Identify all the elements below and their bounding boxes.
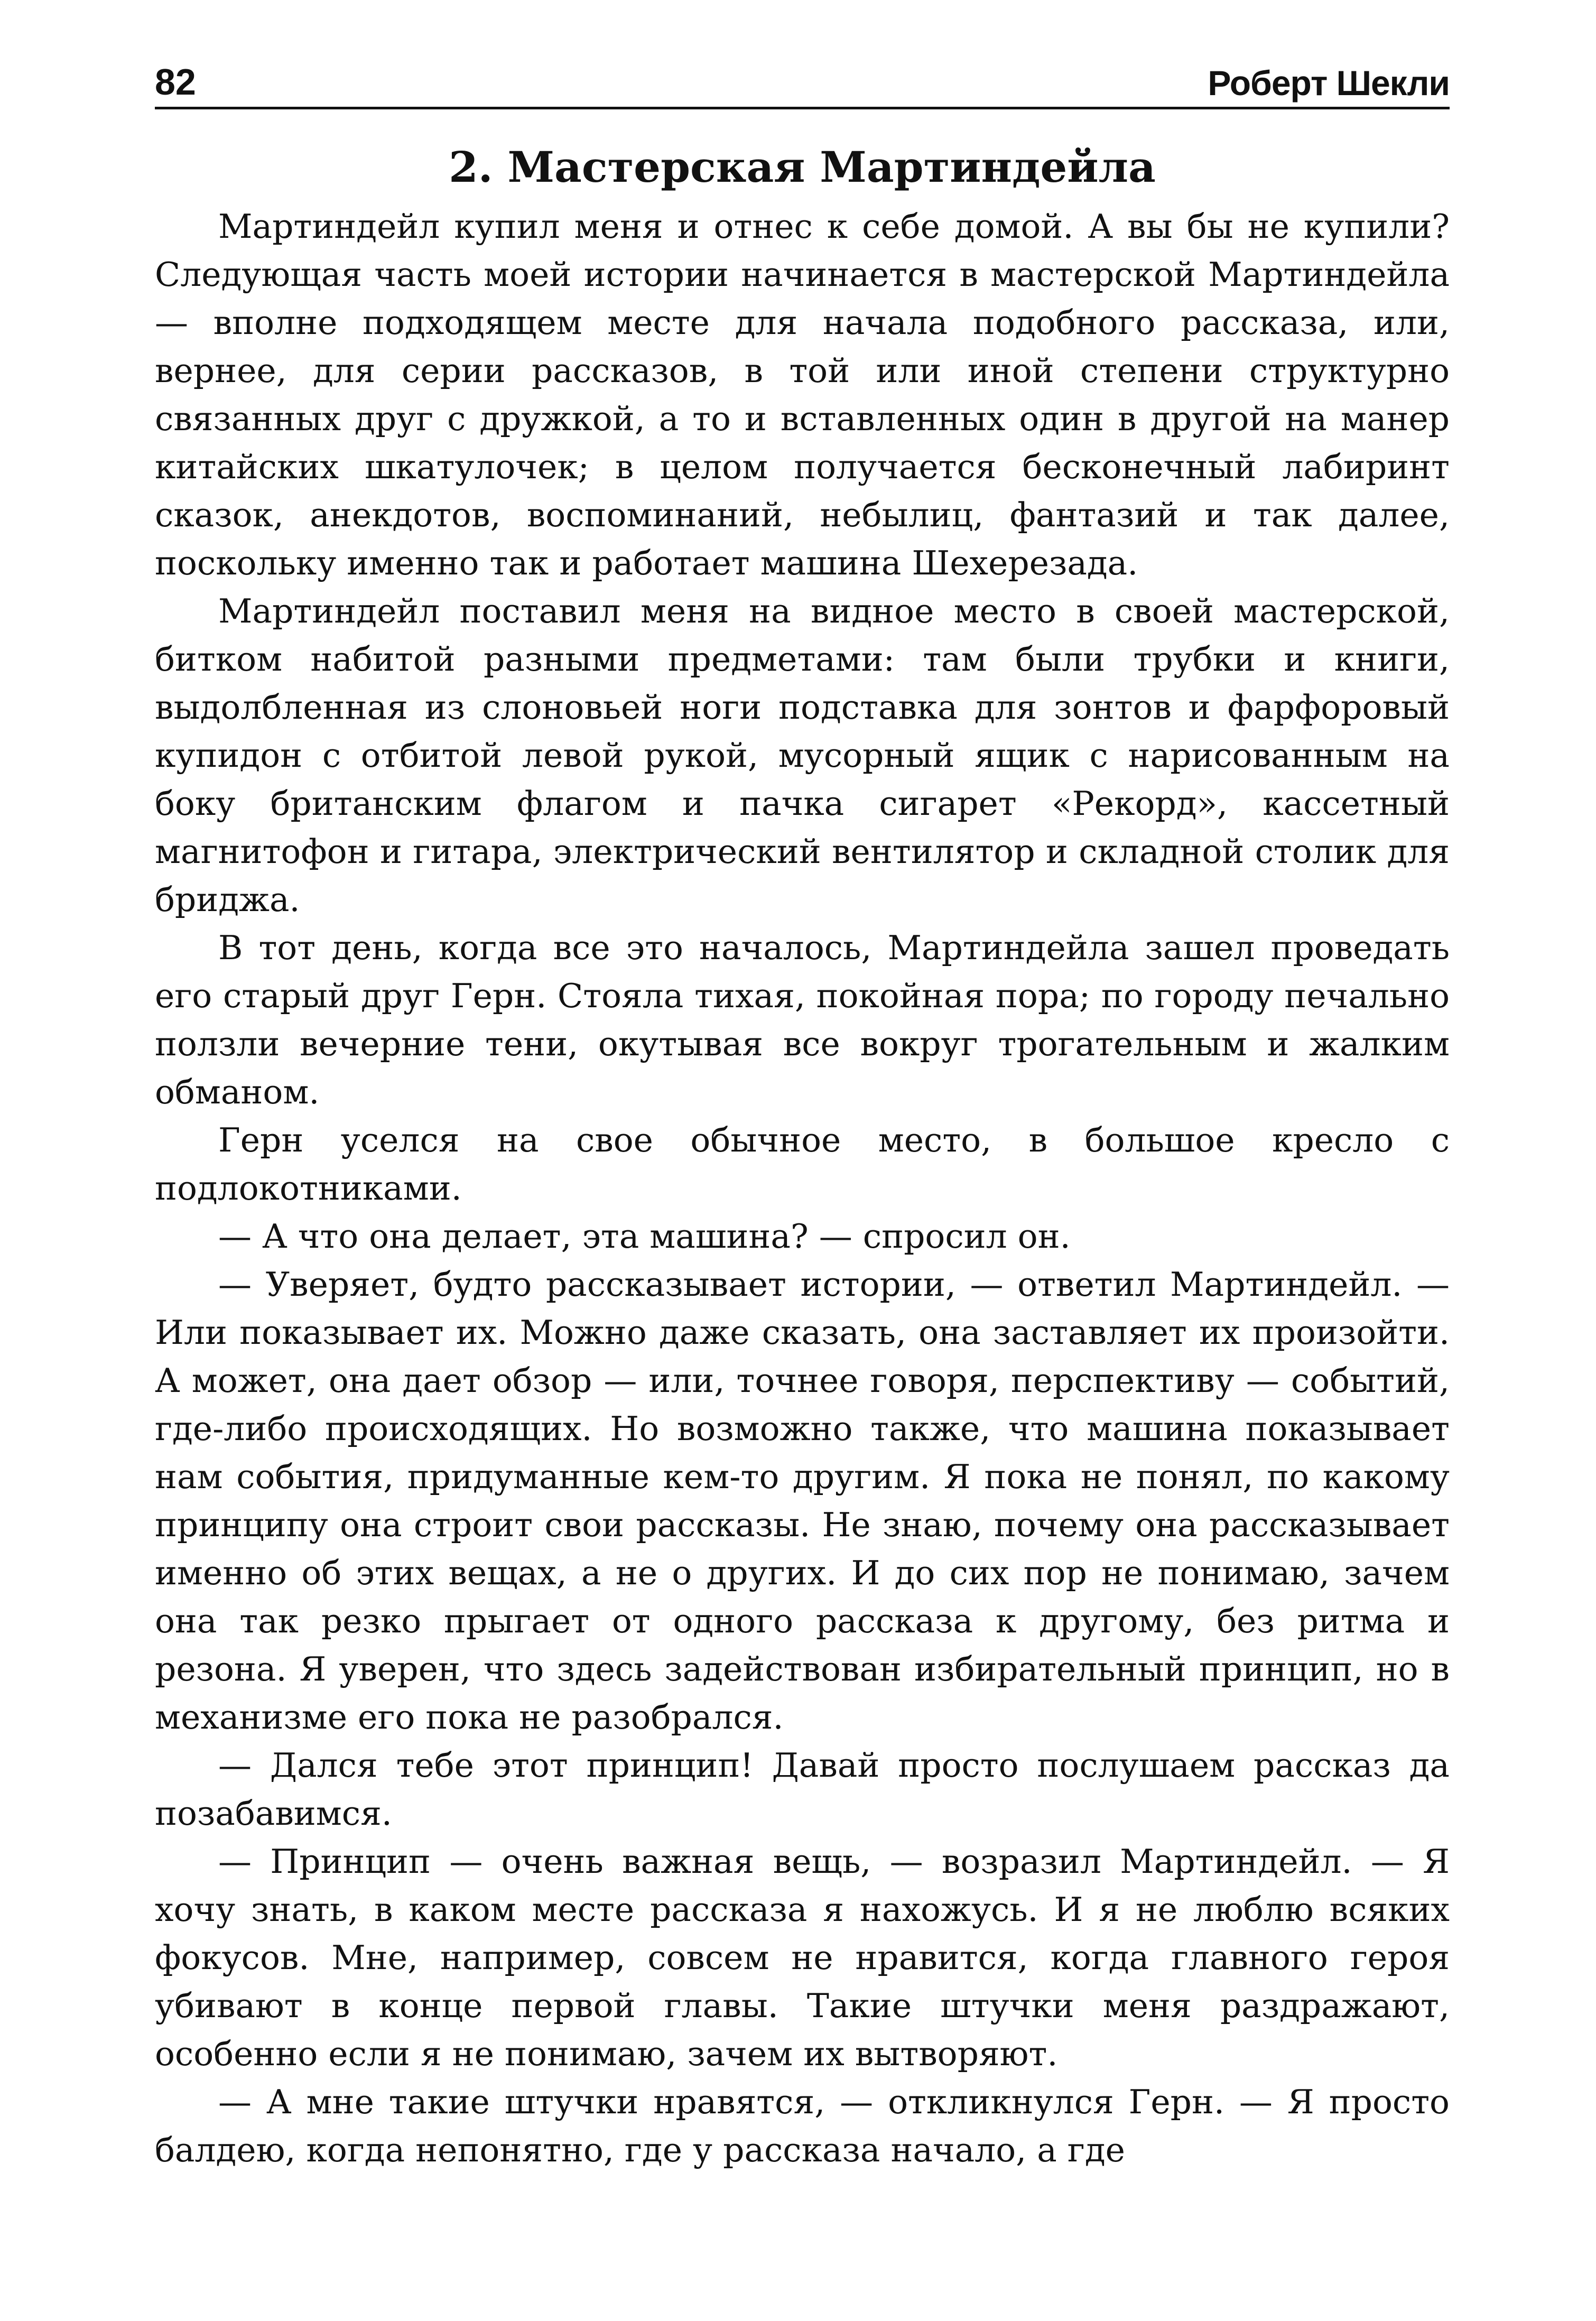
chapter-title: 2. Мастерская Мартиндейла [449,142,1156,192]
running-head-author: Роберт Шекли [1208,63,1450,103]
paragraph: Мартиндейл поставил меня на видное место в своей мастерской, битком набитой разными предметами: там были трубки и книги, выдолбленная из слоновьей ноги подставка для зонтов и фарфоровый купидон с отбитой левой рукой, мусорный ящик с нарисованным на боку британским флагом и пачка сигарет «Рекорд», кассетный магнитофон и гитара, электрический вентилятор и складной столик для бриджа. [155,592,1450,919]
paragraph: — Принцип — очень важная вещь, — возразил Мартиндейл. — Я хочу знать, в каком месте рассказа я нахожусь. И я не люблю всяких фокусов. Мне, например, совсем не нравится, когда главного героя убивают в конце первой главы. Такие штучки меня раздражают, особенно если я не понимаю, зачем их вытворяют. [155,1842,1450,2073]
paragraph: — Дался тебе этот принцип! Давай просто послушаем рассказ да позабавимся. [155,1746,1450,1833]
paragraph: Герн уселся на свое обычное место, в большое кресло с подлокотниками. [155,1121,1450,1208]
book-page [155,49,1450,2174]
paragraph: — А что она делает, эта машина? — спросил он. [218,1217,1071,1256]
paragraph: — Уверяет, будто рассказывает истории, — ответил Мартиндейл. — Или показывает их. Можно даже сказать, она заставляет их произойти. А может, она дает обзор — или, точнее говоря, перспективу — событий, где-либо происходящих. Но возможно также, что машина показывает нам события, придуманные кем-то другим. Я пока не понял, по какому принципу она строит свои рассказы. Не знаю, почему она рассказывает именно об этих вещах, а не о других. И до сих пор не понимаю, зачем она так резко прыгает от одного рассказа к другому, без ритма и резона. Я уверен, что здесь задействован избирательный принцип, но в механизме его пока не разобрался. [155,1265,1450,1737]
paragraph: Мартиндейл купил меня и отнес к себе домой. А вы бы не купили? Следующая часть моей истории начинается в мастерской Мартиндейла — вполне подходящем месте для начала подобного рассказа, или, вернее, для серии рассказов, в той или иной степени структурно связанных друг с дружкой, а то и вставленных один в другой на манер китайских шкатулочек; в целом получается бесконечный лабиринт сказок, анекдотов, воспоминаний, небылиц, фантазий и так далее, поскольку именно так и работает машина Шехерезада. [155,207,1450,582]
page-header [155,49,1450,109]
page-number: 82 [155,61,196,103]
body-text [155,202,1450,2174]
paragraph: — А мне такие штучки нравятся, — откликнулся Герн. — Я просто балдею, когда непонятно, где у рассказа начало, а где [155,2083,1450,2169]
paragraph: В тот день, когда все это началось, Мартиндейла зашел проведать его старый друг Герн. Стояла тихая, покойная пора; по городу печально ползли вечерние тени, окутывая все вокруг трогательным и жалким обманом. [155,929,1450,1111]
